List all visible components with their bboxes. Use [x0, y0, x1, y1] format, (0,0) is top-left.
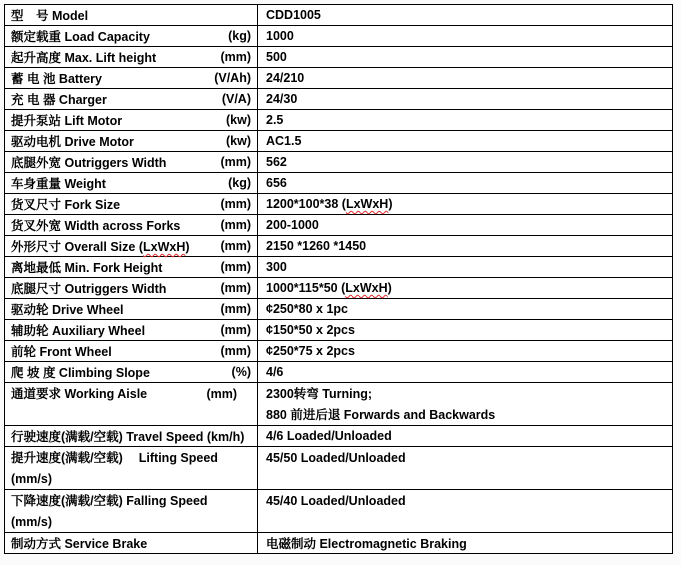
spec-label-text: ) [185, 240, 190, 254]
spec-value-squiggle: LxWxH [345, 197, 389, 211]
spec-row-working-aisle [5, 383, 673, 426]
spec-label-squiggle: LxWxH [142, 240, 186, 254]
spec-label: 货叉尺寸 Fork Size [11, 198, 121, 212]
spec-row-load-capacity [5, 26, 673, 47]
spec-label: 提升速度(满载/空载) Lifting Speed [11, 451, 218, 465]
spec-value: 2150 *1260 *1450 [258, 236, 673, 257]
spec-unit: (kw) [226, 113, 251, 127]
spec-value-line: 45/40 Loaded/Unloaded [266, 494, 406, 508]
spec-value: 656 [258, 173, 673, 194]
spec-value: 电磁制动 Electromagnetic Braking [258, 533, 673, 554]
spec-value-line: 2300转弯 Turning; [266, 387, 373, 401]
spec-label: 行驶速度(满载/空载) Travel Speed (km/h) [11, 430, 245, 444]
spec-label-cell [5, 299, 258, 320]
spec-label: 充 电 器 Charger [11, 93, 107, 107]
spec-value: ¢250*80 x 1pc [258, 299, 673, 320]
spec-label: 驱动轮 Drive Wheel [11, 303, 124, 317]
spec-label-text: 外形尺寸 Overall Size ( [11, 240, 143, 254]
spec-value: 2.5 [258, 110, 673, 131]
spec-value-line: 45/50 Loaded/Unloaded [266, 451, 406, 465]
spec-label: 额定载重 Load Capacity [11, 30, 150, 44]
spec-label-cell [5, 26, 258, 47]
spec-row-lift-motor [5, 110, 673, 131]
spec-label: 辅助轮 Auxiliary Wheel [11, 324, 146, 338]
spec-label: 货叉外宽 Width across Forks [11, 219, 181, 233]
spec-value: 562 [258, 152, 673, 173]
spec-value-text: ) [387, 281, 392, 295]
spec-unit: (mm) [220, 302, 251, 316]
spec-row-width-across-forks [5, 215, 673, 236]
spec-row-model [5, 5, 673, 26]
spec-label-cell [5, 426, 258, 447]
spec-label-cell [5, 215, 258, 236]
spec-label-cell [5, 362, 258, 383]
spec-label: 型 号 Model [11, 9, 89, 23]
spec-unit: (mm) [220, 281, 251, 295]
spec-label-cell [5, 447, 258, 490]
spec-unit: (V/A) [221, 92, 251, 106]
spec-label-cell [5, 5, 258, 26]
spec-unit: (mm) [220, 239, 251, 253]
spec-unit: (V/Ah) [214, 71, 251, 85]
spec-value: ¢250*75 x 2pcs [258, 341, 673, 362]
spec-label-cell [5, 152, 258, 173]
spec-value: 24/210 [258, 68, 673, 89]
spec-label: 爬 坡 度 Climbing Slope [11, 366, 150, 380]
spec-value-text: 1000*115*50 ( [266, 281, 346, 295]
spec-label-cell [5, 341, 258, 362]
spec-table [4, 4, 673, 554]
spec-label-cell [5, 383, 258, 426]
spec-unit: (mm) [220, 197, 251, 211]
spec-value: ¢150*50 x 2pcs [258, 320, 673, 341]
spec-value: 1000 [258, 26, 673, 47]
spec-row-battery [5, 68, 673, 89]
spec-label-cell [5, 110, 258, 131]
spec-unit: (mm) [220, 344, 251, 358]
spec-row-weight [5, 173, 673, 194]
spec-row-min-fork-height [5, 257, 673, 278]
spec-label-line2: (mm/s) [11, 471, 52, 486]
spec-label-cell [5, 194, 258, 215]
spec-value: 300 [258, 257, 673, 278]
spec-label-cell [5, 131, 258, 152]
spec-label [11, 237, 190, 255]
spec-row-overall-size [5, 236, 673, 257]
spec-value [258, 447, 673, 490]
spec-row-falling-speed [5, 490, 673, 533]
spec-label-line2: (mm/s) [11, 514, 52, 529]
spec-row-lifting-speed [5, 447, 673, 490]
spec-value: CDD1005 [258, 5, 673, 26]
spec-row-auxiliary-wheel [5, 320, 673, 341]
spec-value-text: ) [388, 197, 393, 211]
spec-value: 24/30 [258, 89, 673, 110]
spec-row-outriggers-width [5, 152, 673, 173]
spec-unit: (mm) [206, 387, 237, 401]
spec-unit: (kg) [228, 29, 251, 43]
spec-label: 前轮 Front Wheel [11, 345, 112, 359]
spec-label-cell [5, 533, 258, 554]
spec-unit: (mm) [220, 50, 251, 64]
spec-label-cell [5, 236, 258, 257]
spec-value: 200-1000 [258, 215, 673, 236]
spec-unit: (kw) [226, 134, 251, 148]
spec-unit: (kg) [228, 176, 251, 190]
spec-label-cell [5, 68, 258, 89]
spec-row-front-wheel [5, 341, 673, 362]
spec-label: 离地最低 Min. Fork Height [11, 261, 163, 275]
spec-label-cell [5, 278, 258, 299]
spec-row-climbing-slope [5, 362, 673, 383]
spec-label-cell [5, 257, 258, 278]
spec-value-line: 880 前进后退 Forwards and Backwards [266, 407, 496, 422]
spec-label: 车身重量 Weight [11, 177, 106, 191]
spec-value: 4/6 [258, 362, 673, 383]
spec-row-fork-size [5, 194, 673, 215]
spec-value [258, 490, 673, 533]
spec-label: 驱动电机 Drive Motor [11, 135, 134, 149]
spec-label: 通道要求 Working Aisle [11, 387, 148, 401]
spec-row-service-brake [5, 533, 673, 554]
spec-label: 制动方式 Service Brake [11, 537, 148, 551]
spec-label: 起升高度 Max. Lift height [11, 51, 157, 65]
spec-unit: (mm) [220, 323, 251, 337]
spec-label: 底腿外宽 Outriggers Width [11, 156, 167, 170]
spec-row-drive-wheel [5, 299, 673, 320]
spec-unit: (mm) [220, 260, 251, 274]
spec-label-cell [5, 89, 258, 110]
spec-value: 4/6 Loaded/Unloaded [258, 426, 673, 447]
spec-label-cell [5, 173, 258, 194]
spec-value-text: 1200*100*38 ( [266, 197, 346, 211]
spec-label: 底腿尺寸 Outriggers Width [11, 282, 167, 296]
spec-value-squiggle: LxWxH [345, 281, 388, 295]
spec-row-outriggers-size [5, 278, 673, 299]
spec-unit: (mm) [220, 218, 251, 232]
spec-row-travel-speed [5, 426, 673, 447]
spec-row-charger [5, 89, 673, 110]
spec-unit: (%) [231, 365, 251, 379]
spec-value [258, 383, 673, 426]
spec-label-cell [5, 320, 258, 341]
spec-value [258, 194, 673, 215]
spec-label: 提升泵站 Lift Motor [11, 114, 123, 128]
spec-unit: (mm) [220, 155, 251, 169]
spec-value: AC1.5 [258, 131, 673, 152]
spec-row-lift-height [5, 47, 673, 68]
spec-label-cell [5, 490, 258, 533]
spec-label: 下降速度(满载/空载) Falling Speed [11, 494, 208, 508]
spec-value [258, 278, 673, 299]
spec-value: 500 [258, 47, 673, 68]
spec-label: 蓄 电 池 Battery [11, 72, 102, 86]
spec-label-cell [5, 47, 258, 68]
spec-row-drive-motor [5, 131, 673, 152]
